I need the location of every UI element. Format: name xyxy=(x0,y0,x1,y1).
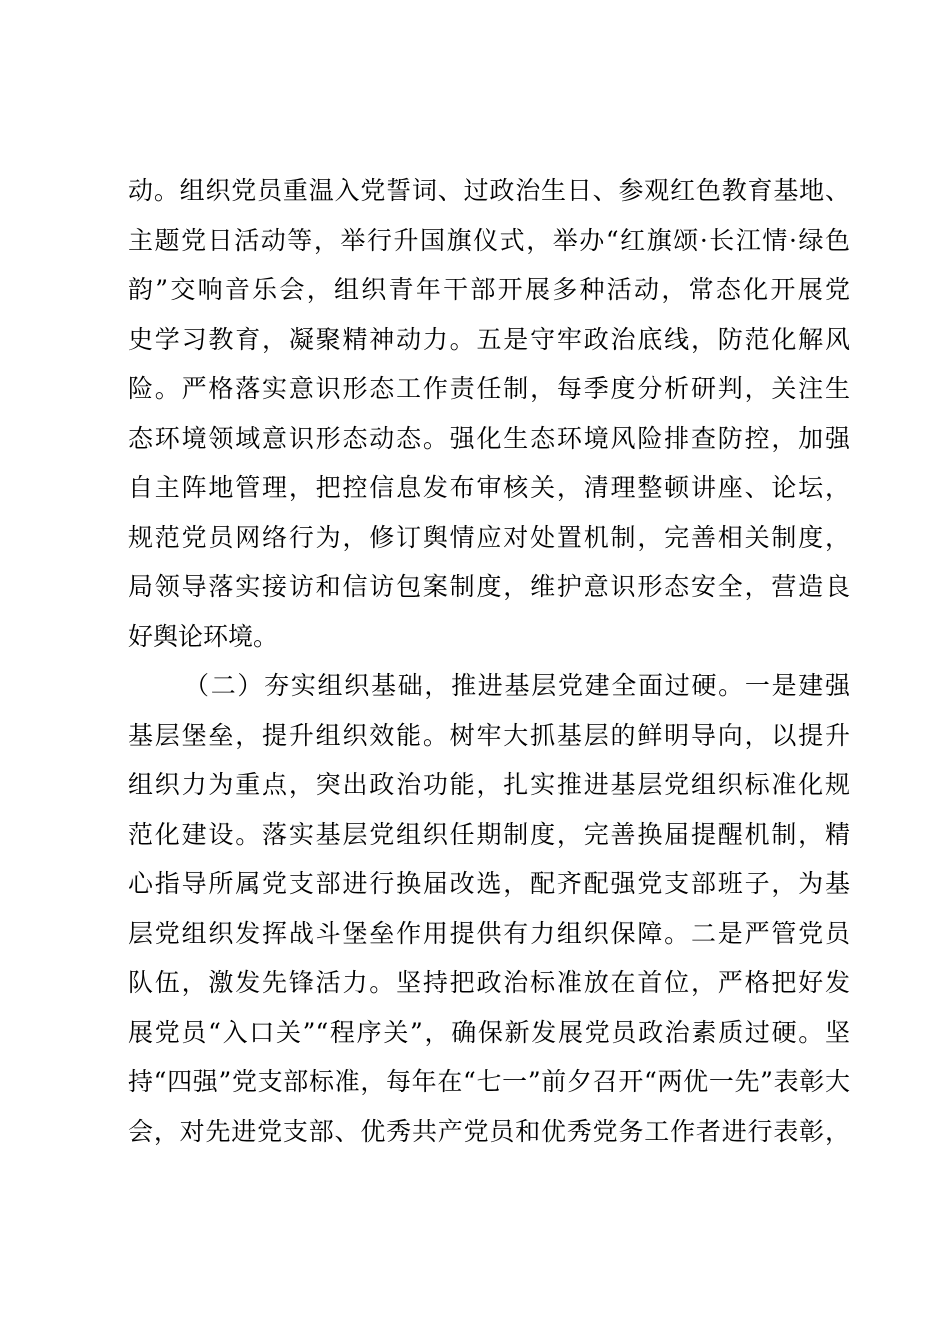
text-line: 主题党日活动等，举行升国旗仪式，举办“红旗颂·长江情·绿色 xyxy=(128,225,850,255)
text-line: 自主阵地管理，把控信息发布审核关，清理整顿讲座、论坛， xyxy=(128,473,850,502)
text-line: 韵”交响音乐会，组织青年干部开展多种活动，常态化开展党 xyxy=(128,275,850,304)
text-line: 展党员“入口关”“程序关”，确保新发展党员政治素质过硬。坚 xyxy=(128,1017,850,1047)
text-line: 态环境领域意识形态动态。强化生态环境风险排查防控，加强 xyxy=(128,423,850,453)
text-line: 持“四强”党支部标准，每年在“七一”前夕召开“两优一先”表彰大 xyxy=(128,1067,850,1096)
text-line: 会，对先进党支部、优秀共产党员和优秀党务工作者进行表彰， xyxy=(128,1116,850,1146)
text-line: 险。严格落实意识形态工作责任制，每季度分析研判，关注生 xyxy=(128,374,850,403)
document-body xyxy=(128,166,850,1156)
section-heading-line: （二）夯实组织基础，推进基层党建全面过硬。一是建强 xyxy=(184,671,850,700)
text-line: 局领导落实接访和信访包案制度，维护意识形态安全，营造良 xyxy=(128,572,850,601)
text-line: 动。组织党员重温入党誓词、过政治生日、参观红色教育基地、 xyxy=(128,176,850,205)
text-line: 范化建设。落实基层党组织任期制度，完善换届提醒机制，精 xyxy=(128,819,850,849)
text-line: 规范党员网络行为，修订舆情应对处置机制，完善相关制度， xyxy=(128,522,850,552)
text-line: 心指导所属党支部进行换届改选，配齐配强党支部班子，为基 xyxy=(128,869,850,898)
text-line: 好舆论环境。 xyxy=(128,621,279,651)
text-line: 层党组织发挥战斗堡垒作用提供有力组织保障。二是严管党员 xyxy=(128,918,850,948)
text-line: 基层堡垒，提升组织效能。树牢大抓基层的鲜明导向，以提升 xyxy=(128,720,850,750)
text-line: 史学习教育，凝聚精神动力。五是守牢政治底线，防范化解风 xyxy=(128,324,850,354)
text-line: 组织力为重点，突出政治功能，扎实推进基层党组织标准化规 xyxy=(128,770,850,799)
text-line: 队伍，激发先锋活力。坚持把政治标准放在首位，严格把好发 xyxy=(128,968,850,997)
